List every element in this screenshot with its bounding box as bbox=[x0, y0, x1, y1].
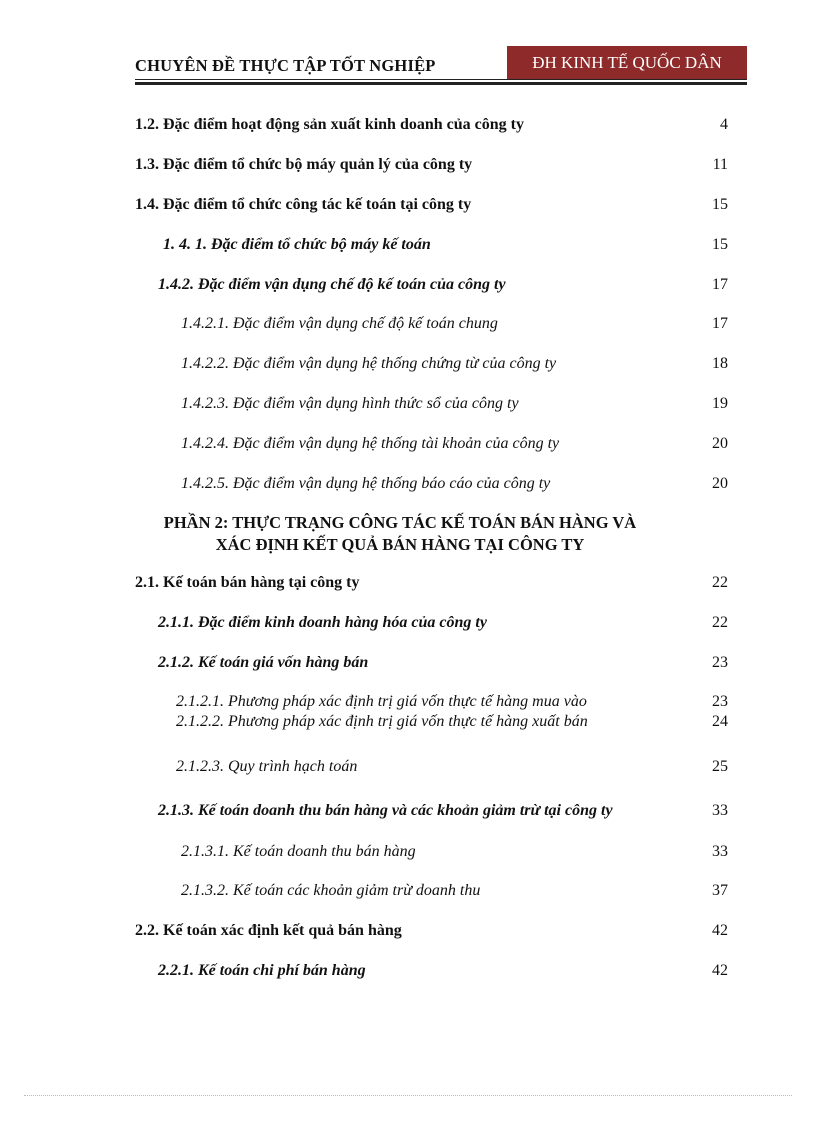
toc-entry-page: 33 bbox=[712, 843, 728, 860]
toc-entry-page: 33 bbox=[712, 802, 728, 819]
toc-entry-title: 1.4.2.4. Đặc điểm vận dụng hệ thống tài khoản của công ty bbox=[181, 435, 560, 452]
header-university-badge: ĐH KINH TẾ QUỐC DÂN bbox=[507, 46, 747, 80]
toc-entry-title: 1.4.2.5. Đặc điểm vận dụng hệ thống báo cáo của công ty bbox=[181, 475, 551, 492]
toc-entry-page: 42 bbox=[712, 962, 728, 979]
toc-entry bbox=[0, 802, 816, 826]
toc-entry bbox=[0, 475, 816, 499]
toc-entry-page: 18 bbox=[712, 355, 728, 372]
toc-entry bbox=[0, 882, 816, 906]
toc-entry-page: 25 bbox=[712, 758, 728, 775]
toc-entry-title: 1.4.2.3. Đặc điểm vận dụng hình thức sổ của công ty bbox=[181, 395, 519, 412]
toc-entry bbox=[0, 355, 816, 379]
toc-entry-page: 23 bbox=[712, 693, 728, 710]
toc-entry-title: 2.1.3. Kế toán doanh thu bán hàng và các khoản giảm trừ tại công ty bbox=[158, 802, 613, 819]
toc-entry bbox=[0, 574, 816, 598]
toc-entry bbox=[0, 654, 816, 678]
toc-entry-title: 2.1.2.3. Quy trình hạch toán bbox=[176, 758, 358, 775]
toc-entry bbox=[0, 196, 816, 220]
toc-entry bbox=[0, 276, 816, 300]
toc-entry bbox=[0, 435, 816, 459]
toc-entry bbox=[0, 962, 816, 986]
toc-entry-title: 1.4.2.1. Đặc điểm vận dụng chế độ kế toán chung bbox=[181, 315, 498, 332]
toc-entry-page: 15 bbox=[712, 236, 728, 253]
toc-entry-page: 20 bbox=[712, 435, 728, 452]
part-heading-line-2: XÁC ĐỊNH KẾT QUẢ BÁN HÀNG TẠI CÔNG TY bbox=[215, 535, 585, 554]
toc-entry-title: 1.4.2. Đặc điểm vận dụng chế độ kế toán của công ty bbox=[158, 276, 506, 293]
toc-entry bbox=[0, 614, 816, 638]
toc-entry-title: 2.1.3.1. Kế toán doanh thu bán hàng bbox=[181, 843, 416, 860]
toc-entry bbox=[0, 395, 816, 419]
toc-entry bbox=[0, 315, 816, 339]
toc-entry-page: 22 bbox=[712, 574, 728, 591]
toc-entry-title: 2.2.1. Kế toán chi phí bán hàng bbox=[158, 962, 366, 979]
toc-entry-page: 37 bbox=[712, 882, 728, 899]
toc-entry-title: 1.4.2.2. Đặc điểm vận dụng hệ thống chứng từ của công ty bbox=[181, 355, 557, 372]
toc-entry-title: 1.4. Đặc điểm tổ chức công tác kế toán tại công ty bbox=[135, 196, 472, 213]
toc-entry-page: 19 bbox=[712, 395, 728, 412]
toc-entry-title: 1.2. Đặc điểm hoạt động sản xuất kinh doanh của công ty bbox=[135, 116, 524, 133]
toc-entry bbox=[0, 922, 816, 946]
toc-entry-title: 2.1.2. Kế toán giá vốn hàng bán bbox=[158, 654, 369, 671]
footer-dotted-rule bbox=[24, 1095, 792, 1096]
toc-entry bbox=[0, 156, 816, 180]
toc-entry-title: 2.1.2.2. Phương pháp xác định trị giá vốn thực tế hàng xuất bán bbox=[176, 713, 588, 730]
toc-entry-page: 42 bbox=[712, 922, 728, 939]
toc-entry-title: 1. 4. 1. Đặc điểm tổ chức bộ máy kế toán bbox=[163, 236, 431, 253]
toc-entry-page: 24 bbox=[712, 713, 728, 730]
toc-entry-page: 17 bbox=[712, 276, 728, 293]
toc-entry-page: 23 bbox=[712, 654, 728, 671]
toc-entry-title: 2.1. Kế toán bán hàng tại công ty bbox=[135, 574, 360, 591]
toc-entry-title: 2.2. Kế toán xác định kết quả bán hàng bbox=[135, 922, 402, 939]
toc-entry bbox=[0, 116, 816, 140]
toc-entry bbox=[0, 758, 816, 782]
toc-entry-title: 2.1.3.2. Kế toán các khoản giảm trừ doanh thu bbox=[181, 882, 481, 899]
toc-entry-page: 15 bbox=[712, 196, 728, 213]
toc-entry-page: 20 bbox=[712, 475, 728, 492]
toc-entry bbox=[0, 843, 816, 867]
toc-entry-title: 1.3. Đặc điểm tổ chức bộ máy quản lý của công ty bbox=[135, 156, 473, 173]
toc-entry-page: 17 bbox=[712, 315, 728, 332]
toc-entry bbox=[0, 236, 816, 260]
toc-entry-page: 4 bbox=[720, 116, 728, 133]
toc-entry bbox=[0, 713, 816, 737]
part-heading bbox=[130, 512, 670, 556]
header-thesis-title: CHUYÊN ĐỀ THỰC TẬP TỐT NGHIỆP bbox=[135, 56, 436, 75]
toc-entry-title: 2.1.1. Đặc điểm kinh doanh hàng hóa của công ty bbox=[158, 614, 487, 631]
toc-entry-page: 11 bbox=[712, 156, 728, 173]
part-heading-line-1: PHẦN 2: THỰC TRẠNG CÔNG TÁC KẾ TOÁN BÁN HÀNG VÀ bbox=[163, 513, 637, 532]
toc-entry-title: 2.1.2.1. Phương pháp xác định trị giá vốn thực tế hàng mua vào bbox=[176, 693, 587, 710]
toc-entry-page: 22 bbox=[712, 614, 728, 631]
